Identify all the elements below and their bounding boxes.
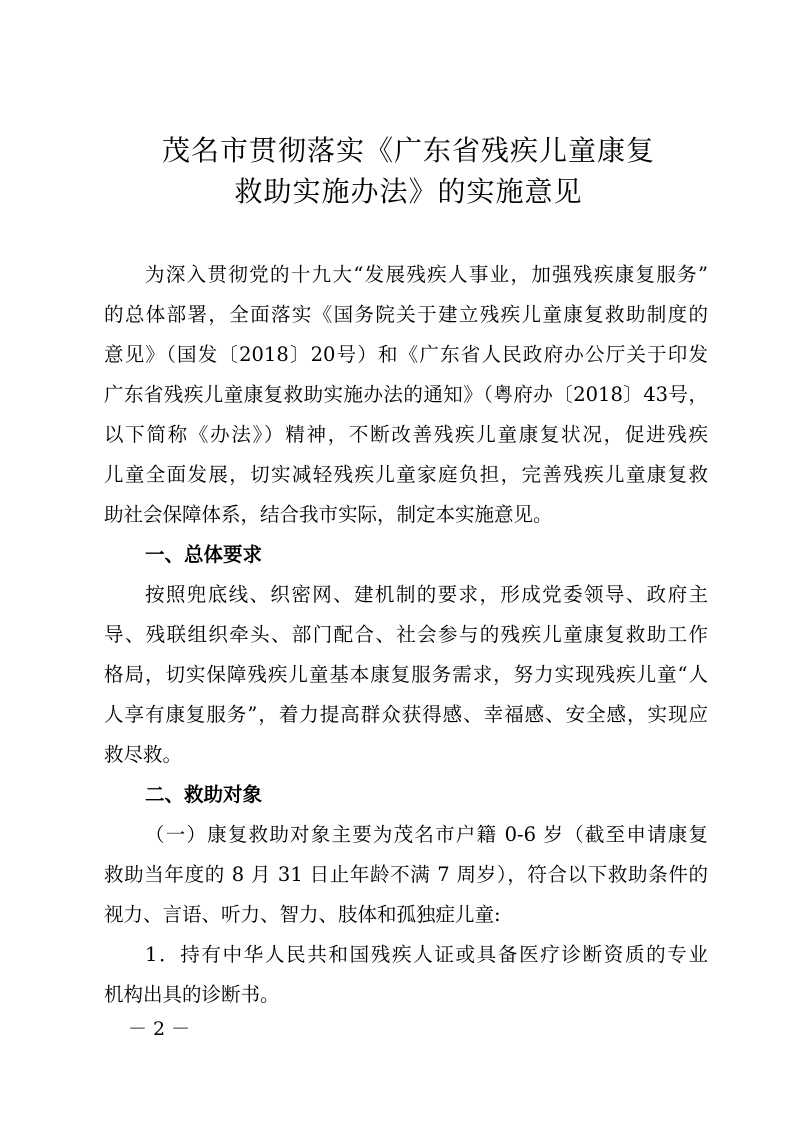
item1-line-1: 1．持有中华人民共和国残疾人证或具备医疗诊断资质的专业 xyxy=(145,943,708,966)
page-number: － 2 － xyxy=(128,1018,191,1040)
intro-line-1: 为深入贯彻党的十九大“发展残疾人事业，加强残疾康复服务” xyxy=(145,263,708,286)
section1-line-4: 人享有康复服务”，着力提高群众获得感、幸福感、安全感，实现应 xyxy=(104,703,708,726)
section-heading-overall-requirements: 一、总体要求 xyxy=(145,543,263,566)
section2-line-1: （一）康复救助对象主要为茂名市户籍 0-6 岁（截至申请康复 xyxy=(145,823,708,846)
intro-line-4: 广东省残疾儿童康复救助实施办法的通知》（粤府办〔2018〕43号， xyxy=(104,383,708,406)
intro-line-5: 以下简称《办法》）精神，不断改善残疾儿童康复状况，促进残疾 xyxy=(104,423,708,446)
document-title-line-1: 茂名市贯彻落实《广东省残疾儿童康复 xyxy=(161,134,655,167)
section1-line-3: 格局，切实保障残疾儿童基本康复服务需求，努力实现残疾儿童“人 xyxy=(104,663,708,686)
intro-line-2: 的总体部署，全面落实《国务院关于建立残疾儿童康复救助制度的 xyxy=(104,303,708,326)
item1-line-2: 机构出具的诊断书。 xyxy=(104,983,280,1006)
section1-line-5: 救尽救。 xyxy=(104,743,183,766)
intro-line-6: 儿童全面发展，切实减轻残疾儿童家庭负担，完善残疾儿童康复救 xyxy=(104,463,708,486)
section2-line-3: 视力、言语、听力、智力、肢体和孤独症儿童: xyxy=(104,903,501,926)
intro-line-7: 助社会保障体系，结合我市实际，制定本实施意见。 xyxy=(104,503,553,526)
section1-line-2: 导、残联组织牵头、部门配合、社会参与的残疾儿童康复救助工作 xyxy=(104,623,708,646)
section-heading-assistance-targets: 二、救助对象 xyxy=(145,783,263,806)
section1-line-1: 按照兜底线、织密网、建机制的要求，形成党委领导、政府主 xyxy=(145,583,708,606)
section2-line-2: 救助当年度的 8 月 31 日止年龄不满 7 周岁），符合以下救助条件的 xyxy=(104,863,708,886)
document-title-line-2: 救助实施办法》的实施意见 xyxy=(234,175,583,208)
intro-line-3: 意见》（国发〔2018〕20号）和《广东省人民政府办公厅关于印发 xyxy=(104,343,708,366)
